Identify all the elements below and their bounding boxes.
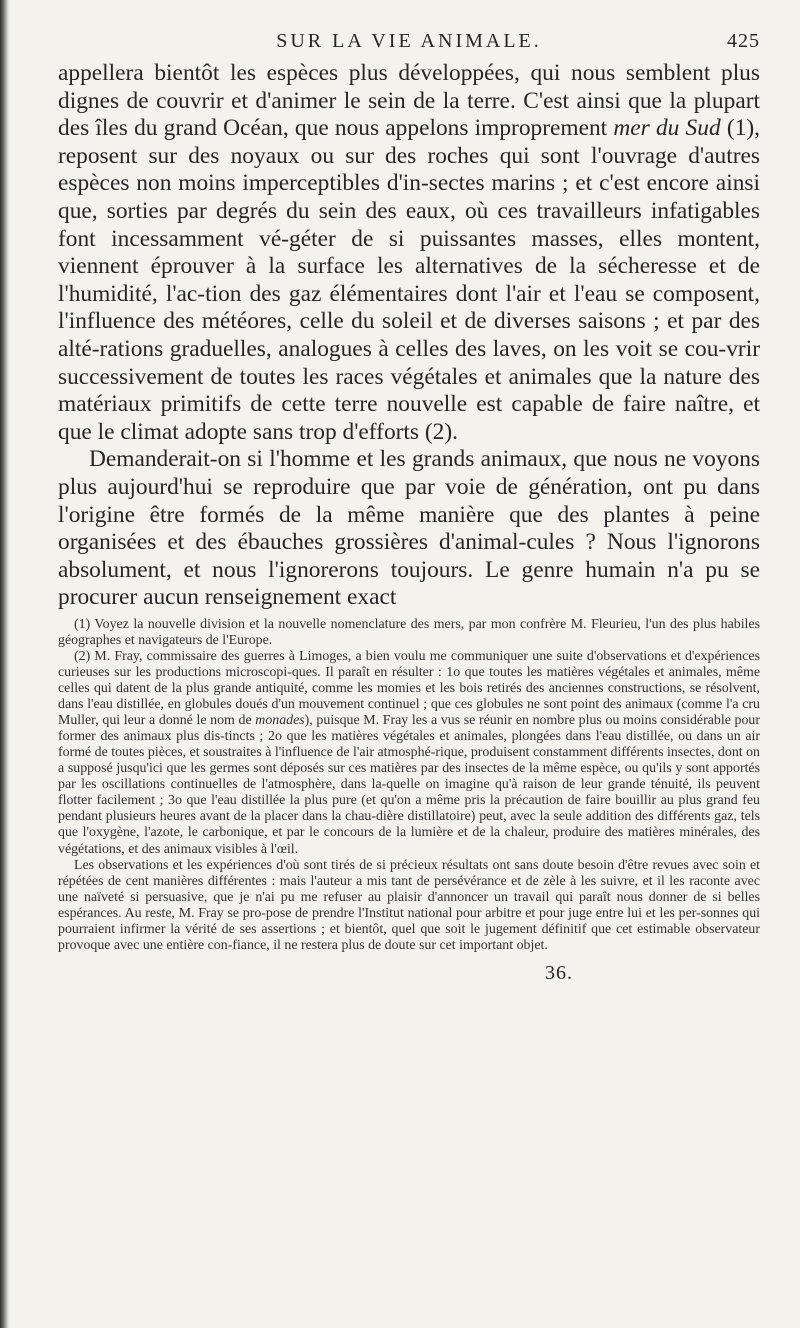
paragraph-1 [58,60,760,446]
footnote-2-continuation: Les observations et les expériences d'où sont tirés de si précieux résultats ont sans doute besoin d'être revues avec soin et répétées de cent manières différentes : mais l'auteur a mis tant de persévérance et de zèle à les suivre, et il les raconte avec une naïveté si persuasive, que je n'ai pu me refuser au plaisir d'annoncer un travail qui paraît nous donner de si belles espérances. Au reste, M. Fray se pro-pose de prendre l'Institut national pour arbitre et pour juge entre lui et les per-sonnes qui pourraient infirmer la vérité de ses assertions ; et bientôt, quel que soit le jugement définitif que cet estimable observateur provoque avec une entière con-fiance, il ne restera plus de doute sur cet important objet. [58,857,760,953]
paragraph-1-text-b: (1), reposent sur des noyaux ou sur des roches qui sont l'ouvrage d'autres espèces non moins imperceptibles d'in-sectes marins ; et c'est encore ainsi que, sorties par degrés du sein des eaux, où ces travailleurs infatigables font incessamment vé-géter de si puissantes masses, elles montent, viennent éprouver à la surface les alternatives de la sécheresse et de l'humidité, l'ac-tion des gaz élémentaires dont l'air et l'eau se composent, l'influence des météores, celle du soleil et de diverses saisons ; et par des alté-rations graduelles, analogues à celles des laves, on les voit se cou-vrir successivement de toutes les races végétales et animales que la nature des matériaux primitifs de cette terre nouvelle est capable de faire naître, et que le climat adopte sans trop d'efforts (2). [58,115,760,445]
page-header [58,0,760,60]
paragraph-1-text-a: appellera bientôt les espèces plus développées, qui nous semblent plus dignes de couvrir et d'animer le sein de la terre. C'est ainsi que la plupart des îles du grand Océan, que nous appelons improprement [58,60,760,142]
paragraph-2: Demanderait-on si l'homme et les grands animaux, que nous ne voyons plus aujourd'hui se reproduire que par voie de génération, ont pu dans l'origine être formés de la même manière que des plantes à peine organisées et des ébauches grossières d'animal-cules ? Nous l'ignorons absolument, et nous l'ignorerons toujours. Le genre humain n'a pu se procurer aucun renseignement exact [58,446,760,611]
footnote-1: (1) Voyez la nouvelle division et la nouvelle nomenclature des mers, par mon confrère M. Fleurieu, l'un des plus habiles géographes et navigateurs de l'Europe. [58,616,760,648]
page-edge-shadow [0,0,10,1328]
footnote-2-text-a: (2) M. Fray, commissaire des guerres à Limoges, a bien voulu me communiquer une suite d'observations et d'expériences curieuses sur les productions microscopi-ques. Il paraît en résulter : 1o que toutes les matières végétales et animales, même celles qui datent de la plus grande antiquité, comme les momies et les bois retirés des anciennes constructions, se résolvent, dans l'eau distillée, en globules doués d'un mouvement continuel ; que ces globules ne sont point des animaux (comme l'a cru Muller, qui leur a donné le nom de [58,648,760,729]
footnote-2-text-b: ), puisque M. Fray les a vus se réunir en nombre plus ou moins considérable pour former des animaux plus dis-tincts ; 2o que les matières végétales et animales, plongées dans l'eau distillée, ou dans un air formé de toutes pièces, et soustraites à l'influence de l'air atmosphé-rique, produisent constamment différents insectes, dont on a supposé jusqu'ici que les germes sont déposés sur ces matières par des insectes de la même espèce, ou qu'ils y sont apportés par les oscillations continuelles de l'atmosphère, dans la-quelle on imagine qu'à raison de leur grande ténuité, ils peuvent flotter facilement ; 3o que l'eau distillée la plus pure (et qu'on a même pris la précaution de faire bouillir au plus grand feu pendant plusieurs heures avant de la placer dans la chau-dière distillatoire) peut, avec la seule addition des différents gaz, tels que l'oxygène, l'azote, le carbonique, et par le concours de la lumière et de la chaleur, produire des matières minérales, des végétations, et des animaux visibles à l'œil. [58,713,760,857]
signature-mark: 36. [545,961,573,984]
page-number: 425 [727,30,760,52]
footnote-2 [58,649,760,858]
footnote-2-italic: monades [255,713,305,729]
footnotes [58,617,760,954]
book-page [58,0,760,985]
main-text [58,60,760,612]
running-title: SUR LA VIE ANIMALE. [276,30,542,52]
paragraph-1-italic: mer du Sud [613,115,721,142]
